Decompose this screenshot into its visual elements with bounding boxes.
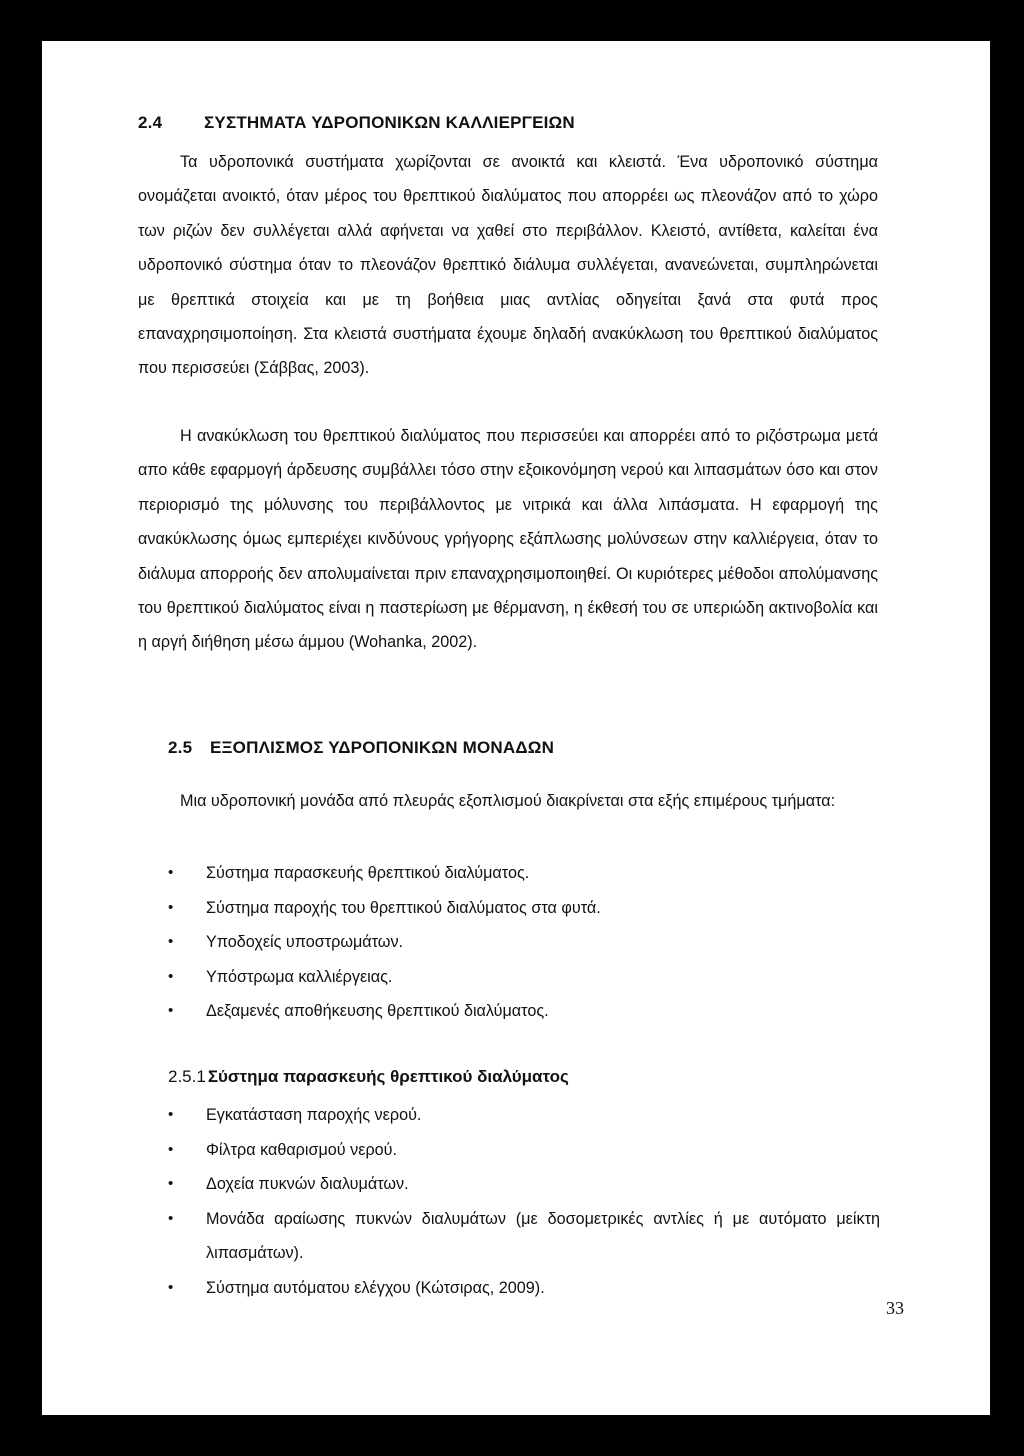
list-item: • Δεξαμενές αποθήκευσης θρεπτικού διαλύματος. [168, 994, 880, 1029]
section-number: 2.5 [168, 738, 193, 757]
bullet-icon: • [168, 1106, 174, 1123]
section-number: 2.5.1 [168, 1067, 206, 1086]
bullet-icon: • [168, 1278, 174, 1296]
bullet-icon: • [168, 933, 174, 950]
section-2-5-1-heading [168, 1067, 569, 1087]
list-item: • Σύστημα παρασκευής θρεπτικού διαλύματος. [168, 856, 880, 891]
paragraph: Η ανακύκλωση του θρεπτικού διαλύματος που περισσεύει και απορρέει από το ριζόστρωμα μετά απο κάθε εφαρμογή άρδευσης συμβάλλει τόσο στην εξοικονόμηση νερού και λιπασμάτων όσο και στον περιορισμό της μόλυνσης του περιβάλλοντος με νιτρικά και άλλα λιπάσματα. Η εφαρμογή της ανακύκλωσης όμως εμπεριέχει κινδύνους γρήγορης εξάπλωσης μολύνσεων στην καλλιέργεια, όταν το διάλυμα απορροής δεν απολυμαίνεται πριν επαναχρησιμοποιηθεί. Οι κυριότερες μέθοδοι απολύμανσης του θρεπτικού διαλύματος είναι η παστερίωση με θέρμανση, η έκθεσή του σε υπεριώδη ακτινοβολία και η αργή διήθηση μέσω άμμου (Wohanka, 2002). [138, 427, 878, 652]
list-item: • Δοχεία πυκνών διαλυμάτων. [168, 1167, 880, 1202]
section-2-4-heading [138, 113, 575, 133]
page-number: 33 [886, 1298, 904, 1318]
bullet-icon: • [168, 898, 174, 916]
bullet-icon: • [168, 864, 174, 881]
list-item: • Σύστημα παροχής του θρεπτικού διαλύματος στα φυτά. [168, 891, 880, 926]
list-item: • Φίλτρα καθαρισμού νερού. [168, 1133, 880, 1168]
bullet-icon: • [168, 1002, 174, 1019]
paragraph: Μια υδροπονική μονάδα από πλευράς εξοπλισμού διακρίνεται στα εξής επιμέρους τμήματα: [180, 792, 836, 810]
equipment-list [168, 856, 880, 1029]
section-title: Σύστημα παρασκευής θρεπτικού διαλύματος [207, 1067, 569, 1086]
document-page [42, 41, 990, 1415]
bullet-icon: • [168, 1209, 174, 1227]
list-item: • Υποδοχείς υποστρωμάτων. [168, 925, 880, 960]
section-title: ΣΥΣΤΗΜΑΤΑ ΥΔΡΟΠΟΝΙΚΩΝ ΚΑΛΛΙΕΡΓΕΙΩΝ [204, 113, 575, 132]
section-number: 2.4 [138, 113, 163, 132]
bullet-icon: • [168, 967, 174, 985]
preparation-system-list [168, 1098, 880, 1305]
bullet-icon: • [168, 1140, 174, 1158]
section-title: ΕΞΟΠΛΙΣΜΟΣ ΥΔΡΟΠΟΝΙΚΩΝ ΜΟΝΑΔΩΝ [210, 738, 555, 757]
bullet-icon: • [168, 1175, 174, 1192]
list-item: • Υπόστρωμα καλλιέργειας. [168, 960, 880, 995]
list-item: • Μονάδα αραίωσης πυκνών διαλυμάτων (με δοσομετρικές αντλίες ή με αυτόματο μείκτη λιπασμάτων). [168, 1202, 880, 1271]
list-item: • Σύστημα αυτόματου ελέγχου (Κώτσιρας, 2009). [168, 1271, 880, 1306]
list-item: • Εγκατάσταση παροχής νερού. [168, 1098, 880, 1133]
paragraph: Τα υδροπονικά συστήματα χωρίζονται σε ανοικτά και κλειστά. Ένα υδροπονικό σύστημα ονομάζεται ανοικτό, όταν μέρος του θρεπτικού διαλύματος που απορρέει ως πλεονάζον από το χώρο των ριζών δεν συλλέγεται αλλά αφήνεται να χαθεί στο περιβάλλον. Κλειστό, αντίθετα, καλείται ένα υδροπονικό σύστημα όταν το πλεονάζον θρεπτικό διάλυμα συλλέγεται, ανανεώνεται, συμπληρώνεται με θρεπτικά στοιχεία και με τη βοήθεια μιας αντλίας οδηγείται ξανά στα φυτά προς επαναχρησιμοποίηση. Στα κλειστά συστήματα έχουμε δηλαδή ανακύκλωση του θρεπτικού διαλύματος που περισσεύει (Σάββας, 2003). [138, 153, 878, 378]
section-2-5-heading [168, 738, 554, 758]
